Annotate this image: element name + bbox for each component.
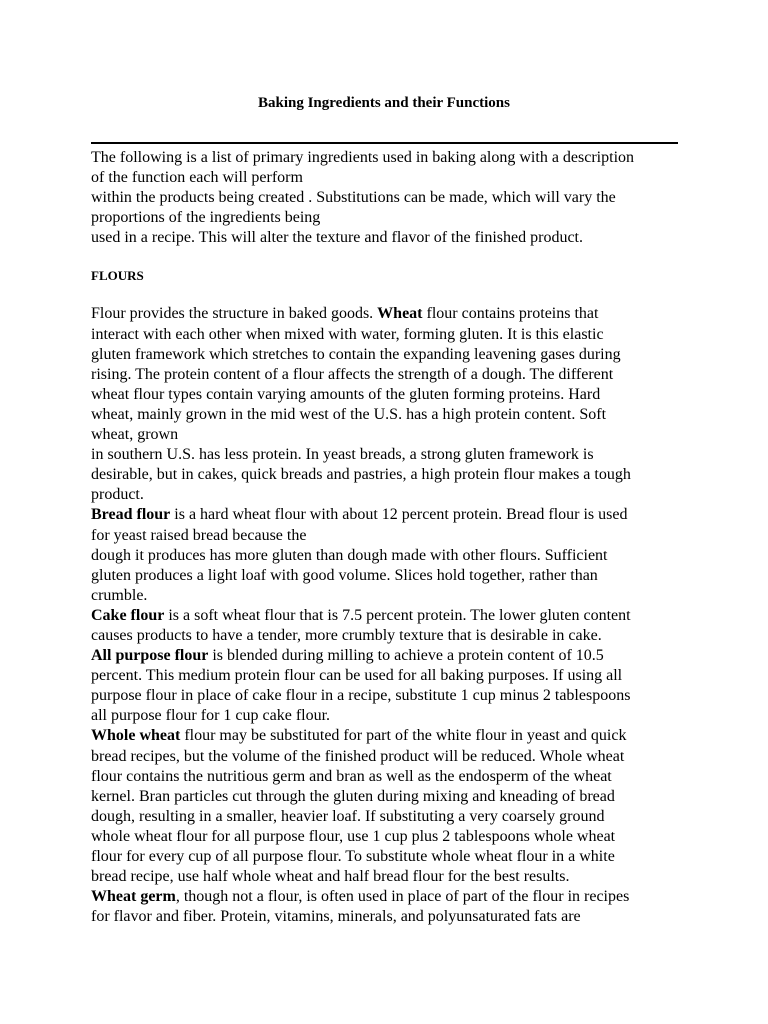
paragraph-line: for flavor and fiber. Protein, vitamins, minerals, and polyunsaturated fats are [91,908,581,926]
intro-line: The following is a list of primary ingredients used in baking along with a description [91,149,635,166]
paragraph-line: dough, resulting in a smaller, heavier loaf. If substituting a very coarsely ground [91,807,605,825]
paragraph-line: Flour provides the structure in baked goods. Wheat flour contains proteins that [91,305,599,323]
paragraph-line: in southern U.S. has less protein. In yeast breads, a strong gluten framework is [91,446,594,464]
document-title: Baking Ingredients and their Functions [257,95,510,111]
paragraph-line: flour for every cup of all purpose flour. To substitute whole wheat flour in a white [91,848,615,865]
paragraph-line: wheat, grown [91,426,179,444]
paragraph-line: causes products to have a tender, more crumbly texture that is desirable in cake. [91,626,602,644]
flour-intro-paragraph [91,304,681,505]
paragraph-line: Whole wheat flour may be substituted for part of the white flour in yeast and quick [91,727,627,745]
paragraph-line: crumble. [91,586,148,604]
cake-flour-paragraph [91,606,681,646]
term-wheat: Wheat [377,305,423,323]
intro-line: used in a recipe. This will alter the texture and flavor of the finished product. [91,229,583,247]
paragraph-line: bread recipes, but the volume of the finished product will be reduced. Whole wheat [91,747,625,765]
paragraph-line: percent. This medium protein flour can be used for all baking purposes. If using all [91,667,623,685]
all-purpose-flour-paragraph [91,646,681,726]
paragraph-line: kernel. Bran particles cut through the gluten during mixing and kneading of bread [91,787,615,805]
paragraph-line: rising. The protein content of a flour affects the strength of a dough. The different [91,365,614,383]
paragraph-line: wheat, mainly grown in the mid west of the U.S. has a high protein content. Soft [91,405,607,423]
term-all-purpose-flour: All purpose flour [91,647,209,665]
title-divider [91,142,678,144]
paragraph-line: dough it produces has more gluten than dough made with other flours. Sufficient [91,546,608,564]
paragraph-line: Wheat germ, though not a flour, is often used in place of part of the flour in recipes [91,888,630,906]
section-heading-flours: FLOURS [91,268,144,284]
paragraph-line: All purpose flour is blended during milling to achieve a protein content of 10.5 [91,647,604,665]
paragraph-line: product. [91,486,144,504]
bread-flour-paragraph [91,505,681,605]
document-body [91,148,681,927]
paragraph-line: flour contains the nutritious germ and bran as well as the endosperm of the wheat [91,767,612,785]
term-whole-wheat: Whole wheat [91,727,181,745]
paragraph-line: gluten produces a light loaf with good volume. Slices hold together, rather than [91,566,598,584]
paragraph-line: bread recipe, use half whole wheat and half bread flour for the best results. [91,868,570,886]
intro-line: proportions of the ingredients being [91,209,321,227]
paragraph-line: gluten framework which stretches to contain the expanding leavening gases during [91,345,621,363]
paragraph-line: Cake flour is a soft wheat flour that is 7.5 percent protein. The lower gluten content [91,606,631,624]
paragraph-line: whole wheat flour for all purpose flour, use 1 cup plus 2 tablespoons whole wheat [91,827,616,845]
intro-line: of the function each will perform [91,169,303,187]
wheat-germ-paragraph [91,887,681,927]
paragraph-line: wheat flour types contain varying amounts of the gluten forming proteins. Hard [91,385,601,403]
paragraph-line: interact with each other when mixed with water, forming gluten. It is this elastic [91,325,604,343]
paragraph-line: purpose flour in place of cake flour in a recipe, substitute 1 cup minus 2 tablespoons [91,687,631,705]
paragraph-line: all purpose flour for 1 cup cake flour. [91,707,331,725]
intro-line: within the products being created . Substitutions can be made, which will vary the [91,189,616,207]
whole-wheat-paragraph [91,726,681,887]
paragraph-line: for yeast raised bread because the [91,526,307,544]
term-bread-flour: Bread flour [91,506,171,524]
term-cake-flour: Cake flour [91,606,165,624]
paragraph-line: Bread flour is a hard wheat flour with about 12 percent protein. Bread flour is used [91,506,628,524]
intro-paragraph [91,148,681,248]
term-wheat-germ: Wheat germ [91,888,176,906]
paragraph-line: desirable, but in cakes, quick breads and pastries, a high protein flour makes a tough [91,466,631,484]
